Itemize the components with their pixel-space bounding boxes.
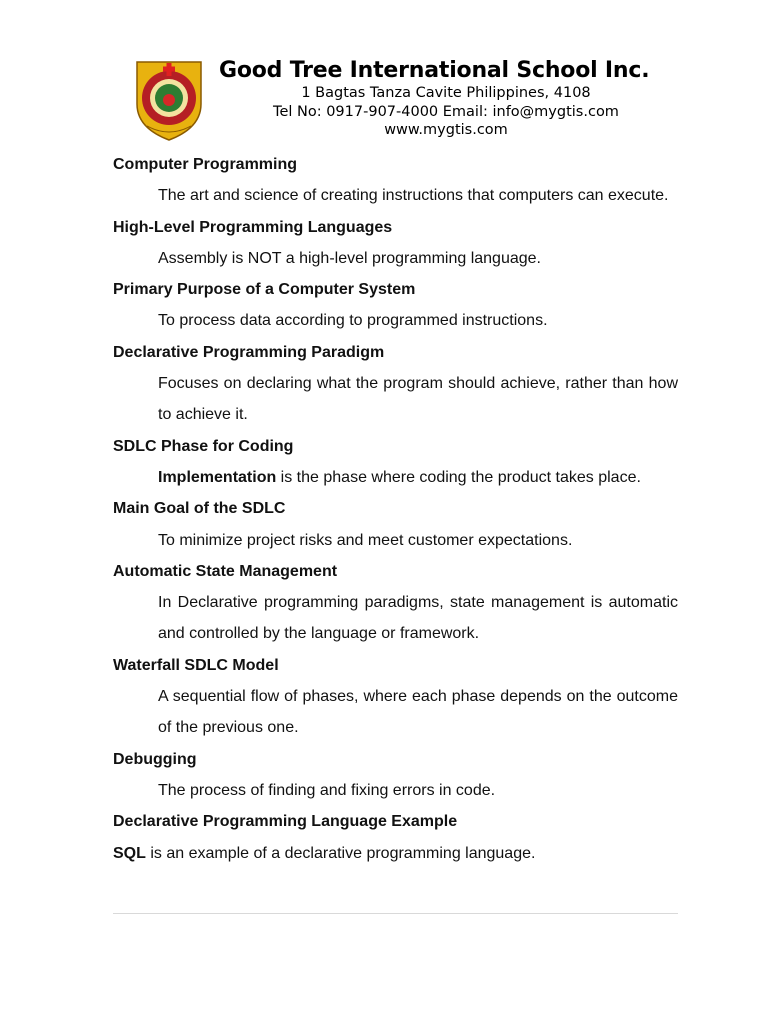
section-heading: SDLC Phase for Coding xyxy=(113,437,294,455)
section-heading: High-Level Programming Languages xyxy=(113,218,393,236)
bold-term: Implementation xyxy=(158,468,277,486)
school-address: 1 Bagtas Tanza Cavite Philippines, 4108 xyxy=(301,85,591,101)
section-body xyxy=(113,838,678,869)
section-heading: Declarative Programming Language Example xyxy=(113,813,458,831)
section-heading: Declarative Programming Paradigm xyxy=(113,343,385,361)
school-phone-email: Tel No: 0917-907-4000 Email: info@mygtis.com xyxy=(273,104,619,120)
section-body: In Declarative programming paradigms, state management is automatic and controlled by the language or framework. xyxy=(158,594,678,643)
school-name: Good Tree International School Inc. xyxy=(219,58,650,83)
section-body: A sequential flow of phases, where each phase depends on the outcome of the previous one. xyxy=(158,688,678,737)
section-body: The process of finding and fixing errors in code. xyxy=(158,781,496,799)
section-heading: Debugging xyxy=(113,750,197,768)
section-heading: Primary Purpose of a Computer System xyxy=(113,281,416,299)
section-heading: Waterfall SDLC Model xyxy=(113,656,279,674)
section-heading: Computer Programming xyxy=(113,156,298,173)
section-heading: Automatic State Management xyxy=(113,562,338,580)
section-body-rest: is an example of a declarative programming language. xyxy=(145,844,536,862)
section-body xyxy=(113,462,678,493)
document-body xyxy=(113,149,678,869)
footer-divider xyxy=(113,913,678,914)
section-body-rest: is the phase where coding the product takes place. xyxy=(276,468,641,486)
section-heading: Main Goal of the SDLC xyxy=(113,500,286,518)
section-body: To minimize project risks and meet customer expectations. xyxy=(158,531,573,549)
section-body: To process data according to programmed instructions. xyxy=(158,312,548,330)
school-website: www.mygtis.com xyxy=(384,122,508,138)
section-body: Focuses on declaring what the program should achieve, rather than how to achieve it. xyxy=(158,375,678,424)
section-body: Assembly is NOT a high-level programming language. xyxy=(158,249,541,267)
letterhead xyxy=(133,56,653,144)
section-body: The art and science of creating instructions that computers can execute. xyxy=(158,187,669,205)
bold-term: SQL xyxy=(113,844,146,862)
